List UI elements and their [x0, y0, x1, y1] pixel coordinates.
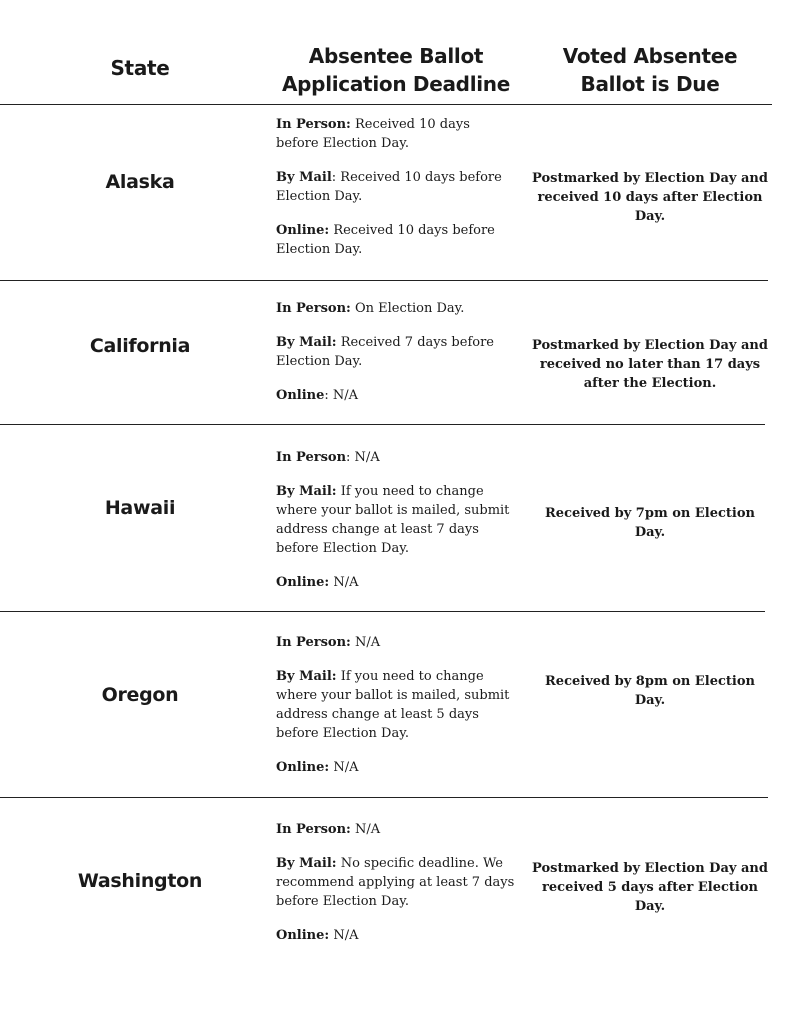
in-person-entry — [276, 448, 516, 467]
header-state — [40, 54, 240, 82]
online-entry — [276, 573, 516, 592]
table-header — [0, 0, 791, 104]
by-mail-label: By Mail — [276, 170, 332, 185]
header-application-line2: Application Deadline — [281, 72, 511, 96]
online-label: Online: — [276, 223, 330, 238]
in-person-entry — [276, 820, 516, 839]
by-mail-label: By Mail: — [276, 669, 337, 684]
in-person-entry — [276, 633, 516, 652]
by-mail-label: By Mail: — [276, 484, 337, 499]
by-mail-entry — [276, 854, 516, 911]
by-mail-value: : Received 10 days before Election Day. — [276, 170, 502, 204]
ballot-due-cell: Postmarked by Election Day and received no later than 17 days after the Election. — [532, 338, 768, 391]
in-person-label: In Person — [276, 450, 347, 465]
ballot-due-cell: Postmarked by Election Day and received 10 days after Election Day. — [532, 171, 768, 224]
application-deadline-cell — [276, 115, 516, 274]
online-value: N/A — [329, 760, 359, 775]
in-person-entry — [276, 115, 516, 153]
online-value: N/A — [329, 928, 359, 943]
by-mail-entry — [276, 482, 516, 558]
table-row-oregon — [0, 612, 791, 797]
in-person-value: N/A — [350, 822, 381, 837]
by-mail-label: By Mail: — [276, 856, 337, 871]
in-person-value: : N/A — [346, 450, 380, 465]
by-mail-label: By Mail: — [276, 335, 337, 350]
in-person-label: In Person: — [276, 635, 351, 650]
in-person-value: N/A — [350, 635, 381, 650]
application-deadline-cell — [276, 633, 516, 792]
online-entry — [276, 221, 516, 259]
header-application-deadline — [266, 42, 526, 98]
online-entry — [276, 386, 516, 405]
by-mail-entry — [276, 333, 516, 371]
by-mail-entry — [276, 667, 516, 743]
in-person-value: On Election Day. — [350, 301, 465, 316]
header-application-line1: Absentee Ballot — [308, 44, 484, 68]
ballot-due-cell: Received by 8pm on Election Day. — [545, 674, 755, 708]
in-person-label: In Person: — [276, 117, 351, 132]
application-deadline-cell — [276, 299, 516, 420]
online-entry — [276, 758, 516, 777]
in-person-label: In Person: — [276, 301, 351, 316]
online-label: Online: — [276, 760, 330, 775]
online-value: Received 10 days before Election Day. — [276, 223, 495, 257]
header-due-line2: Ballot is Due — [580, 72, 720, 96]
ballot-due-cell: Received by 7pm on Election Day. — [545, 506, 755, 540]
online-value: N/A — [329, 575, 359, 590]
header-state-label: State — [110, 56, 170, 80]
in-person-value: Received 10 days before Election Day. — [276, 117, 470, 151]
state-name: Washington — [77, 870, 203, 892]
online-value: : N/A — [324, 388, 359, 403]
by-mail-value: If you need to change where your ballot is mailed, submit address change at least 7 days before Election Day. — [276, 484, 510, 556]
ballot-due-cell: Postmarked by Election Day and received 5 days after Election Day. — [532, 861, 768, 914]
online-entry — [276, 926, 516, 945]
state-name: Alaska — [105, 171, 175, 193]
header-ballot-due — [535, 42, 765, 98]
by-mail-value: Received 7 days before Election Day. — [276, 335, 494, 369]
application-deadline-cell — [276, 820, 516, 960]
application-deadline-cell — [276, 448, 516, 607]
table-row-washington — [0, 798, 791, 978]
in-person-entry — [276, 299, 516, 318]
table-row-hawaii — [0, 425, 791, 610]
by-mail-value: No specific deadline. We recommend applying at least 7 days before Election Day. — [276, 856, 515, 909]
in-person-label: In Person: — [276, 822, 351, 837]
table-row-alaska — [0, 105, 791, 280]
by-mail-value: If you need to change where your ballot is mailed, submit address change at least 5 days before Election Day. — [276, 669, 510, 741]
by-mail-entry — [276, 168, 516, 206]
table-row-california — [0, 281, 791, 423]
state-name: California — [89, 335, 191, 357]
online-label: Online: — [276, 575, 330, 590]
state-name: Oregon — [101, 684, 179, 706]
header-due-line1: Voted Absentee — [562, 44, 738, 68]
state-name: Hawaii — [104, 497, 176, 519]
online-label: Online: — [276, 928, 330, 943]
online-label: Online — [276, 388, 325, 403]
